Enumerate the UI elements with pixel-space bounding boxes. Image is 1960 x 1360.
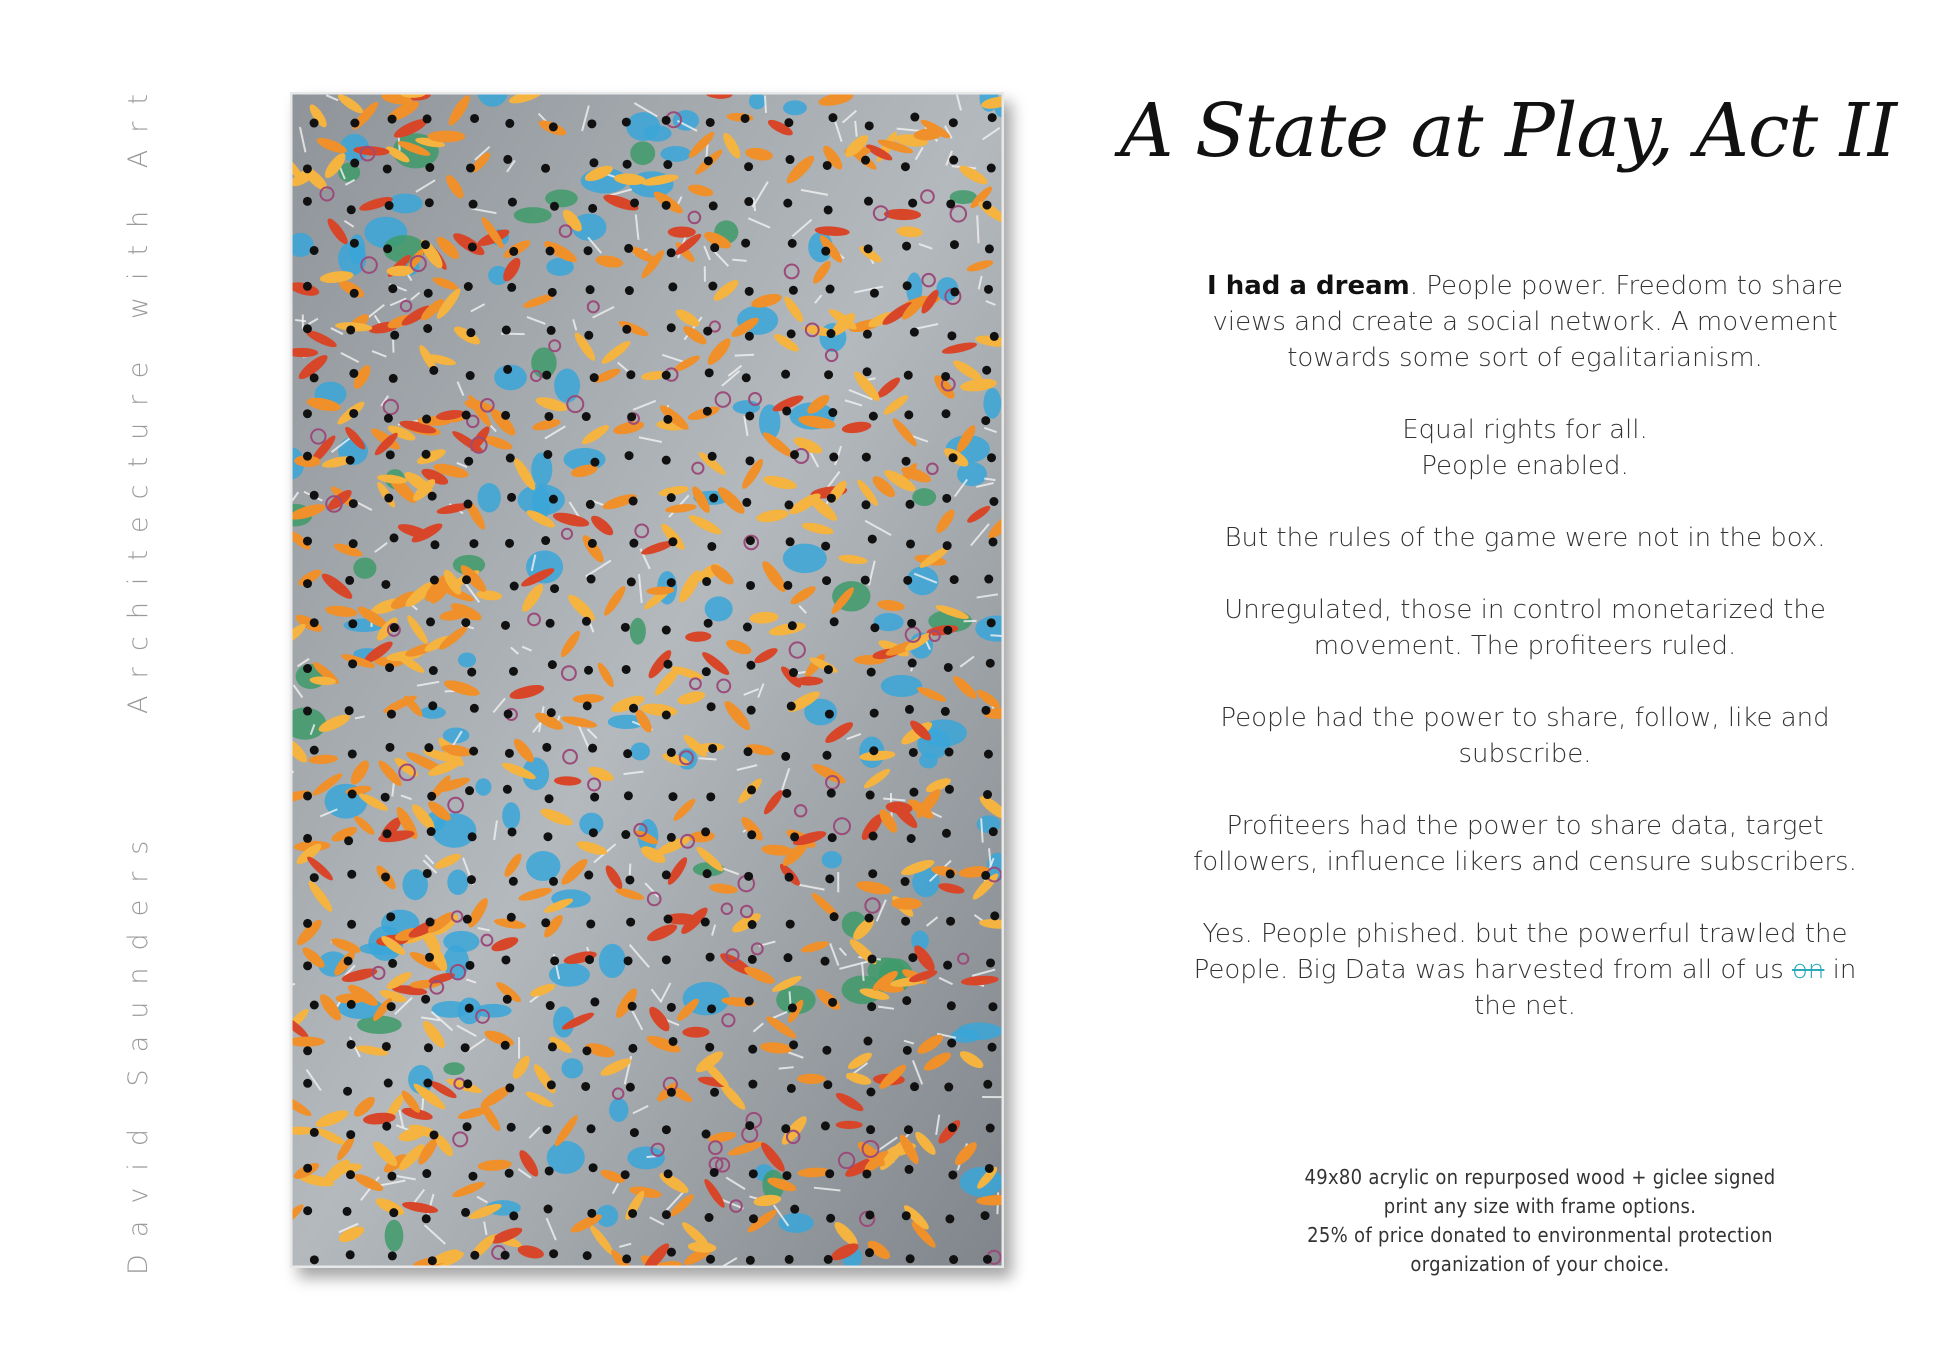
painting-image <box>290 92 1004 1268</box>
paragraph-7-start: Yes. People phished. but the powerful trawled the People. Big Data was harvested from all of us <box>1193 919 1848 985</box>
paragraph-1-text: . People power. Freedom to share views and create a social network. A movement towards some sort of egalitarianism. <box>1212 271 1844 373</box>
paragraph-7-end: in the net. <box>1474 955 1857 1021</box>
strikethrough-word: on <box>1792 955 1825 985</box>
artwork-caption <box>1230 1163 1850 1279</box>
paragraph-5: People had the power to share, follow, like and subscribe. <box>1220 703 1830 769</box>
paragraph-4: Unregulated, those in control monetarized the movement. The profiteers ruled. <box>1224 595 1826 661</box>
paragraph-6: Profiteers had the power to share data, target followers, influence likers and censure subscribers. <box>1193 811 1857 877</box>
artist-name: David Saunders <box>123 823 154 1275</box>
brand-tagline: Architecture with Art <box>123 77 154 714</box>
paragraph-2-line-2: People enabled. <box>1421 451 1629 481</box>
paragraph-1 <box>1185 268 1865 376</box>
caption-line-4: organization of your choice. <box>1410 1252 1670 1276</box>
paragraph-2-line-1: Equal rights for all. <box>1402 415 1648 445</box>
artwork-title: A State at Play, Act II <box>1120 88 1897 174</box>
paragraph-7 <box>1185 916 1865 1024</box>
artwork-description <box>1185 268 1865 1060</box>
caption-line-3: 25% of price donated to environmental protection <box>1307 1223 1773 1247</box>
paragraph-3: But the rules of the game were not in the box. <box>1224 523 1826 553</box>
paragraph-1-bold: I had a dream <box>1206 271 1410 301</box>
paragraph-2 <box>1185 412 1865 484</box>
caption-line-1: 49x80 acrylic on repurposed wood + giclee signed <box>1304 1165 1776 1189</box>
caption-line-2: print any size with frame options. <box>1383 1194 1697 1218</box>
